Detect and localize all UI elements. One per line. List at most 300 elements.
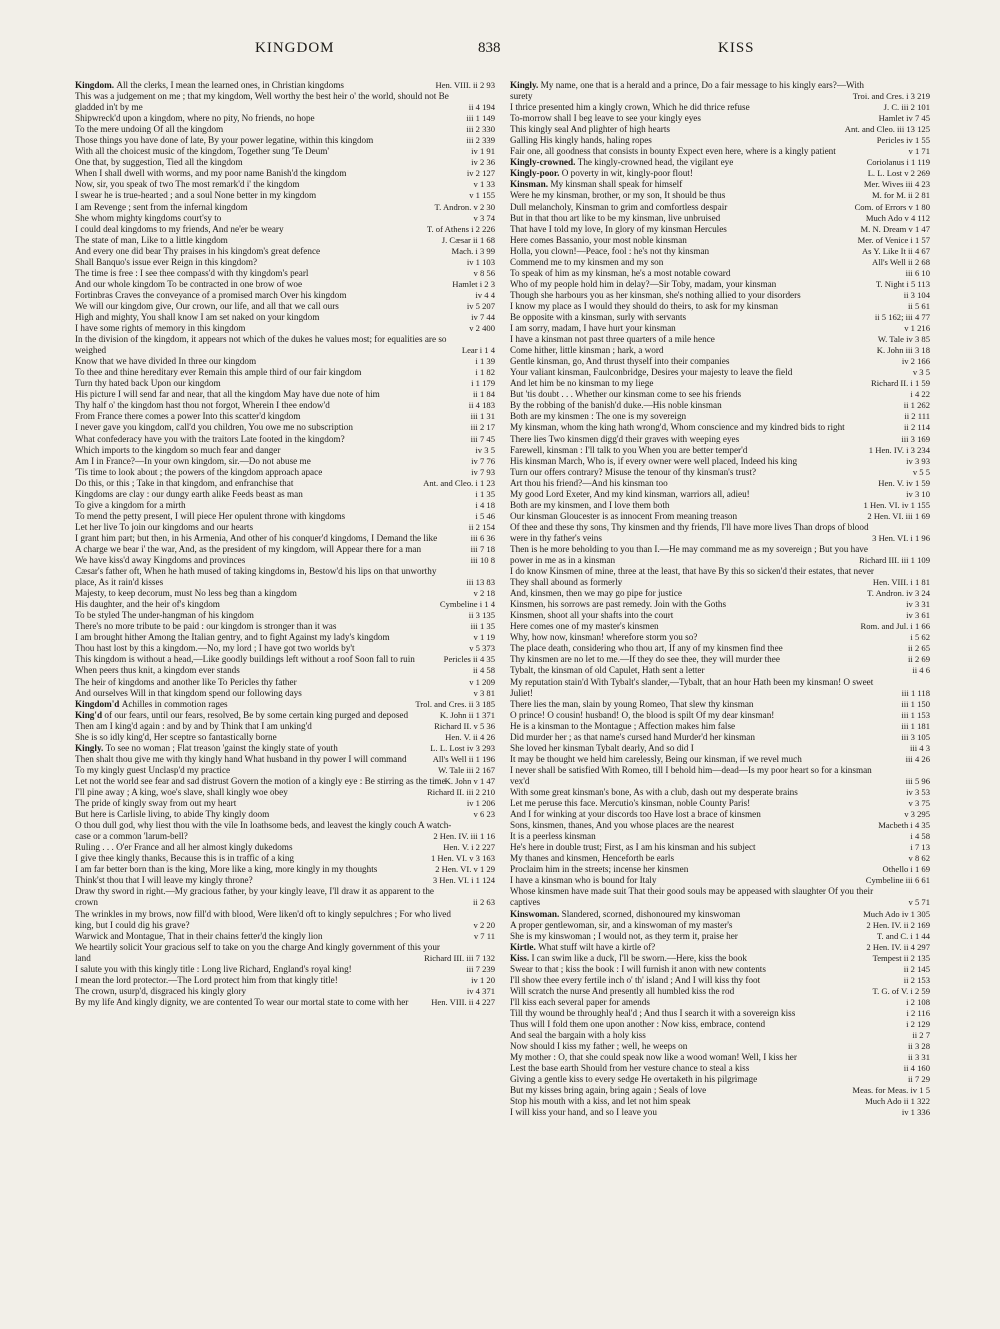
play-reference: iii 3 169 <box>901 433 930 444</box>
play-reference: Mach. i 3 99 <box>451 245 495 256</box>
concordance-entry <box>75 721 495 732</box>
concordance-entry <box>510 511 930 522</box>
play-reference: Hen. VIII. ii 4 227 <box>431 996 495 1007</box>
concordance-entry <box>75 356 495 367</box>
concordance-entry <box>510 953 930 964</box>
quotation-text: The time is free : I see thee compass'd with thy kingdom's pearl <box>75 267 309 278</box>
play-reference: Richard III. iii 7 132 <box>424 952 495 963</box>
play-reference: All's Well ii 1 196 <box>432 753 495 764</box>
play-reference: iv 5 207 <box>466 300 495 311</box>
play-reference: ii 1 262 <box>903 400 930 411</box>
quotation-text: Draw thy sword in right.—My gracious father, by your kingly leave, I'll draw it as apparent to the crown <box>75 886 434 908</box>
play-reference: iv 1 206 <box>466 798 495 809</box>
quotation-text: Were he my kinsman, brother, or my son, It should be thus <box>510 190 726 201</box>
play-reference: iii 7 18 <box>470 543 495 554</box>
concordance-entry <box>75 942 495 964</box>
concordance-entry <box>75 135 495 146</box>
concordance-entry <box>75 610 495 621</box>
concordance-entry <box>510 113 930 124</box>
quotation-text: Though she harbours you as her kinsman, she's nothing allied to your disorders <box>510 289 801 300</box>
concordance-entry <box>75 334 495 356</box>
concordance-entry <box>510 268 930 279</box>
concordance-entry <box>510 997 930 1008</box>
quotation-text: We heartily solicit Your gracious self to take on you the charge And kingly government of this your land <box>75 941 440 963</box>
quotation-text: Cæsar's father oft, When he hath mused of taking kingdoms in, Bestow'd his lips on that unworthy place, As it rain'd kisses <box>75 566 437 588</box>
quotation-text: I'll kiss each several paper for amends <box>510 996 650 1007</box>
concordance-entry <box>75 909 495 931</box>
concordance-entry <box>510 820 930 831</box>
quotation-text: I am Revenge ; sent from the infernal kingdom <box>75 201 248 212</box>
quotation-text: I am brought hither Among the Italian gentry, and to fight Against my lady's kingdom <box>75 632 390 643</box>
quotation-text: His picture I will send far and near, that all the kingdom May have due note of him <box>75 389 380 400</box>
quotation-text: All the clerks, I mean the learned ones, in Christian kingdoms <box>116 80 344 90</box>
play-reference: ii 2 154 <box>468 521 495 532</box>
concordance-entry <box>510 1074 930 1085</box>
quotation-text: To see no woman ; Flat treason 'gainst the kingly state of youth <box>105 742 338 753</box>
concordance-entry <box>510 665 930 676</box>
concordance-entry <box>510 743 930 754</box>
concordance-entry <box>510 986 930 997</box>
concordance-entry <box>75 157 495 168</box>
quotation-text: Thou hast lost by this a kingdom.—No, my lord ; I have got two worlds by't <box>75 643 355 654</box>
headword: Kingdom. <box>75 80 117 90</box>
play-reference: v 1 71 <box>908 146 930 157</box>
concordance-entry <box>510 632 930 643</box>
concordance-entry <box>510 334 930 345</box>
concordance-entry <box>75 434 495 445</box>
quotation-text: I am far better born than is the king, More like a king, more kingly in my thoughts <box>75 864 378 875</box>
play-reference: M. for M. ii 2 81 <box>871 190 930 201</box>
play-reference: v 2 18 <box>473 588 495 599</box>
quotation-text: Kingdoms are clay : our dungy earth alike Feeds beast as man <box>75 488 303 499</box>
concordance-entry <box>75 257 495 268</box>
play-reference: i 1 82 <box>475 367 495 378</box>
quotation-text: I never shall be satisfied With Romeo, till I behold him—dead—Is my poor heart so for a kinsman vex'd <box>510 764 872 786</box>
quotation-text: Whose kinsmen have made suit That their good souls may be appeased with slaughter Of you their captives <box>510 886 874 908</box>
play-reference: Richard II. v 5 36 <box>434 720 495 731</box>
concordance-entry <box>75 654 495 665</box>
play-reference: v 2 400 <box>469 323 495 334</box>
quotation-text: Turn thy hated back Upon our kingdom <box>75 378 221 389</box>
play-reference: Richard II. i 1 59 <box>871 378 930 389</box>
headword: Kingly-poor. <box>510 168 562 179</box>
quotation-text: By my life And kingly dignity, we are contented To wear our mortal state to come with her <box>75 996 409 1007</box>
play-reference: iii 1 181 <box>901 720 930 731</box>
play-reference: iii 4 3 <box>909 742 930 753</box>
play-reference: iii 6 10 <box>905 267 930 278</box>
concordance-entry <box>510 456 930 467</box>
concordance-entry <box>75 168 495 179</box>
quotation-text: Shipwreck'd upon a kingdom, where no pity, No friends, no hope <box>75 113 315 124</box>
concordance-entry <box>75 467 495 478</box>
quotation-text: The place death, considering who thou art, If any of my kinsmen find thee <box>510 643 783 654</box>
quotation-text: Who of my people hold him in delay?—Sir Toby, madam, your kinsman <box>510 278 777 289</box>
concordance-entry <box>510 102 930 113</box>
play-reference: ii 2 65 <box>908 643 930 654</box>
quotation-text: of our fears, until our fears, resolved, Be by some certain king purged and deposed <box>104 709 409 720</box>
quotation-text: She whom mighty kingdoms court'sy to <box>75 212 222 223</box>
quotation-text: Fortinbras Craves the conveyance of a promised march Over his kingdom <box>75 289 347 300</box>
quotation-text: Fair one, all goodness that consists in bounty Expect even here, where is a kingly patient <box>510 146 836 157</box>
concordance-entry <box>510 544 930 566</box>
concordance-entry <box>510 721 930 732</box>
quotation-text: Thy half o' the kingdom hast thou not forgot, Wherein I thee endow'd <box>75 400 330 411</box>
concordance-entry <box>510 831 930 842</box>
play-reference: ii 4 194 <box>468 102 495 113</box>
running-head-left: KINGDOM <box>255 40 335 56</box>
play-reference: i 4 58 <box>910 831 930 842</box>
headword: Kirtle. <box>510 941 539 952</box>
play-reference: As Y. Like It ii 4 67 <box>861 245 930 256</box>
play-reference: Othello i 1 69 <box>882 864 930 875</box>
play-reference: iv 3 10 <box>906 488 930 499</box>
play-reference: iv 1 20 <box>471 974 495 985</box>
quotation-text: Gentle kinsman, go, And thrust thyself into their companies <box>510 356 730 367</box>
quotation-text: And I for winking at your discords too Have lost a brace of kinsmen <box>510 809 761 820</box>
play-reference: Mer. of Venice i 1 57 <box>857 234 930 245</box>
concordance-entry <box>75 964 495 975</box>
quotation-text: When peers thus knit, a kingdom ever stands <box>75 665 240 676</box>
play-reference: T. Andron. v 2 30 <box>434 201 495 212</box>
right-column <box>510 80 930 1320</box>
quotation-text: Now, sir, you speak of two The most remark'd i' the kingdom <box>75 179 300 190</box>
concordance-entry <box>510 500 930 511</box>
play-reference: iv 7 76 <box>471 455 495 466</box>
quotation-text: A proper gentlewoman, sir, and a kinswoman of my master's <box>510 919 733 930</box>
quotation-text: Now should I kiss my father ; well, he weeps on <box>510 1041 688 1052</box>
play-reference: v 5 373 <box>469 643 495 654</box>
concordance-entry <box>75 776 495 787</box>
quotation-text: And, kinsmen, then we may go pipe for justice <box>510 588 682 599</box>
quotation-text: To the mere undoing Of all the kingdom <box>75 124 224 135</box>
quotation-text: She is so idly king'd, Her sceptre so fantastically borne <box>75 731 277 742</box>
play-reference: 3 Hen. VI. i 1 124 <box>432 875 495 886</box>
quotation-text: A charge we bear i' the war, And, as the president of my kingdom, will Appear there for a man <box>75 543 422 554</box>
concordance-entry <box>75 312 495 323</box>
play-reference: Ant. and Cleo. i 1 23 <box>423 477 495 488</box>
play-reference: iv 4 4 <box>475 289 495 300</box>
concordance-entry <box>75 809 495 820</box>
concordance-entry <box>75 765 495 776</box>
quotation-text: Did murder her ; as that name's cursed hand Murder'd her kinsman <box>510 731 755 742</box>
concordance-entry <box>510 842 930 853</box>
quotation-text: This was a judgement on me ; that my kingdom, Well worthy the best heir o' the world, should not Be gladded in't by me <box>75 91 449 113</box>
headword: Kiss. <box>510 952 532 963</box>
play-reference: i 5 62 <box>910 632 930 643</box>
concordance-entry <box>510 699 930 710</box>
play-reference: v 3 295 <box>904 809 930 820</box>
play-reference: Pericles iv 1 55 <box>876 135 930 146</box>
quotation-text: One that, by suggestion, Tied all the kingdom <box>75 157 243 168</box>
play-reference: i 2 129 <box>906 1018 930 1029</box>
concordance-entry <box>75 665 495 676</box>
running-head-right: KISS <box>718 40 755 56</box>
concordance-entry <box>510 1030 930 1041</box>
play-reference: ii 2 69 <box>908 654 930 665</box>
concordance-entry <box>75 975 495 986</box>
concordance-entry <box>510 146 930 157</box>
play-reference: W. Tale iii 2 167 <box>438 764 495 775</box>
play-reference: iii 3 105 <box>901 731 930 742</box>
concordance-entry <box>510 1052 930 1063</box>
quotation-text: With some great kinsman's bone, As with a club, dash out my desperate brains <box>510 787 798 797</box>
play-reference: iv 3 5 <box>475 444 495 455</box>
concordance-entry <box>75 290 495 301</box>
quotation-text: Those things you have done of late, By your power legatine, within this kingdom <box>75 135 374 146</box>
quotation-text: 'Tis time to look about ; the powers of the kingdom approach apace <box>75 466 323 477</box>
concordance-entry <box>75 146 495 157</box>
quotation-text: Then shalt thou give me with thy kingly hand What husband in thy power I will command <box>75 753 407 764</box>
concordance-entry <box>510 1096 930 1107</box>
quotation-text: And let him be no kinsman to my liege <box>510 378 654 389</box>
quotation-text: To be styled The under-hangman of his kingdom <box>75 610 254 621</box>
play-reference: i 2 108 <box>906 996 930 1007</box>
concordance-entry <box>510 246 930 257</box>
play-reference: v 1 33 <box>473 179 495 190</box>
page-number: 838 <box>478 40 501 56</box>
concordance-entry <box>510 853 930 864</box>
play-reference: i 7 13 <box>910 842 930 853</box>
play-reference: v 2 20 <box>473 919 495 930</box>
play-reference: v 5 71 <box>908 897 930 908</box>
concordance-entry <box>75 190 495 201</box>
concordance-entry <box>510 478 930 489</box>
concordance-entry <box>75 853 495 864</box>
quotation-text: Come hither, little kinsman ; hark, a word <box>510 345 664 356</box>
play-reference: i 2 116 <box>906 1007 930 1018</box>
quotation-text: My reputation stain'd With Tybalt's slander,—Tybalt, that an hour Hath been my kinsman! O sweet Juliet! <box>510 676 874 698</box>
concordance-entry <box>510 389 930 400</box>
quotation-text: The heir of kingdoms and another like To Pericles thy father <box>75 676 297 687</box>
quotation-text: To mend the petty present, I will piece Her opulent throne with kingdoms <box>75 510 346 521</box>
play-reference: L. L. Lost iv 3 293 <box>430 742 495 753</box>
quotation-text: I can swim like a duck, I'll be sworn.—Here, kiss the book <box>531 952 747 963</box>
play-reference: iv 2 127 <box>466 168 495 179</box>
quotation-text: High and mighty, You shall know I am set naked on your kingdom <box>75 311 320 322</box>
quotation-text: In the division of the kingdom, it appears not which of the dukes he values most; for equalities are so weighed <box>75 334 447 356</box>
play-reference: All's Well ii 2 68 <box>872 256 930 267</box>
concordance-entry <box>510 931 930 942</box>
quotation-text: To thee and thine hereditary ever Remain this ample third of our fair kingdom <box>75 367 362 378</box>
concordance-entry <box>510 445 930 456</box>
quotation-text: Stop his mouth with a kiss, and let not him speak <box>510 1096 691 1107</box>
quotation-text: And our whole kingdom To be contracted in one brow of woe <box>75 278 303 289</box>
quotation-text: She is my kinswoman ; I would not, as they term it, praise her <box>510 930 738 941</box>
play-reference: v 8 62 <box>908 853 930 864</box>
play-reference: 2 Hen. VI. iii 1 69 <box>867 510 930 521</box>
quotation-text: Giving a gentle kiss to every sedge He overtaketh in his pilgrimage <box>510 1074 758 1085</box>
concordance-entry <box>510 224 930 235</box>
concordance-entry <box>75 588 495 599</box>
quotation-text: Shall Banquo's issue ever Reign in this kingdom? <box>75 256 258 267</box>
concordance-entry <box>510 798 930 809</box>
play-reference: Lear i 1 4 <box>461 345 495 356</box>
concordance-entry <box>510 588 930 599</box>
play-reference: Rom. and Jul. i 1 66 <box>860 621 930 632</box>
concordance-entry <box>510 323 930 334</box>
play-reference: iv 1 91 <box>471 146 495 157</box>
quotation-text: O poverty in wit, kingly-poor flout! <box>561 168 693 179</box>
quotation-text: Swear to that ; kiss the book : I will furnish it anon with new contents <box>510 963 766 974</box>
quotation-text: And ourselves Will in that kingdom spend our following days <box>75 687 302 698</box>
quotation-text: My good Lord Exeter, And my kind kinsman, warriors all, adieu! <box>510 488 750 499</box>
quotation-text: Commend me to my kinsmen and my son <box>510 256 664 267</box>
play-reference: J. Cæsar ii 1 68 <box>441 234 495 245</box>
quotation-text: Am I in France?—In your own kingdom, sir.—Do not abuse me <box>75 455 311 466</box>
play-reference: ii 2 111 <box>904 411 930 422</box>
play-reference: ii 3 28 <box>908 1041 930 1052</box>
play-reference: v 8 56 <box>473 267 495 278</box>
concordance-entry <box>75 202 495 213</box>
concordance-entry <box>75 124 495 135</box>
concordance-entry <box>75 621 495 632</box>
play-reference: iv 1 336 <box>901 1107 930 1118</box>
play-reference: v 1 155 <box>469 190 495 201</box>
headword: Kingly-crowned. <box>510 157 578 168</box>
concordance-entry <box>510 787 930 798</box>
quotation-text: I will kiss your hand, and so I leave you <box>510 1107 657 1118</box>
play-reference: ii 3 135 <box>468 610 495 621</box>
concordance-entry <box>75 710 495 721</box>
play-reference: K. John ii 1 371 <box>439 709 495 720</box>
play-reference: K. John v 1 47 <box>444 775 495 786</box>
concordance-entry <box>75 864 495 875</box>
concordance-entry <box>75 301 495 312</box>
quotation-text: By the robbing of the banish'd duke.—His noble kinsman <box>510 400 722 411</box>
play-reference: ii 5 61 <box>908 300 930 311</box>
quotation-text: Your valiant kinsman, Faulconbridge, Desires your majesty to leave the field <box>510 367 793 378</box>
quotation-text: Turn our offers contrary? Misuse the tenour of thy kinsman's trust? <box>510 466 757 477</box>
concordance-entry <box>510 1019 930 1030</box>
concordance-entry <box>510 179 930 190</box>
quotation-text: Art thou his friend?—And his kinsman too <box>510 477 668 488</box>
play-reference: T. of Athens i 2 226 <box>426 223 495 234</box>
quotation-text: It is a peerless kinsman <box>510 831 596 842</box>
play-reference: ii 3 31 <box>908 1052 930 1063</box>
play-reference: ii 4 183 <box>468 400 495 411</box>
play-reference: 2 Hen. VI. v 1 29 <box>435 864 495 875</box>
quotation-text: I give thee kingly thanks, Because this is in traffic of a king <box>75 853 295 864</box>
quotation-text: My mother : O, that she could speak now like a wood woman! Well, I kiss her <box>510 1052 797 1063</box>
play-reference: v 3 5 <box>912 367 930 378</box>
quotation-text: Sons, kinsmen, thanes, And you whose places are the nearest <box>510 820 735 831</box>
concordance-entry <box>75 246 495 257</box>
quotation-text: My kinsman shall speak for himself <box>550 179 683 190</box>
quotation-text: Farewell, kinsman : I'll talk to you When you are better temper'd <box>510 444 748 455</box>
play-reference: Pericles ii 4 35 <box>443 654 495 665</box>
play-reference: iii 5 96 <box>905 775 930 786</box>
concordance-entry <box>510 677 930 699</box>
quotation-text: This kingly seal And plighter of high hearts <box>510 124 670 135</box>
concordance-entry <box>75 986 495 997</box>
play-reference: iv 3 53 <box>906 787 930 797</box>
quotation-text: I know my place as I would they should do theirs, to ask for my kinsman <box>510 300 778 311</box>
play-reference: Ant. and Cleo. iii 13 125 <box>844 124 930 135</box>
page-header <box>0 40 1000 68</box>
concordance-entry <box>510 467 930 478</box>
play-reference: Much Ado v 4 112 <box>865 212 930 223</box>
quotation-text: I could deal kingdoms to my friends, And ne'er be weary <box>75 223 284 234</box>
play-reference: L. L. Lost v 2 269 <box>867 168 930 179</box>
play-reference: Com. of Errors v 1 80 <box>854 201 930 212</box>
concordance-entry <box>510 489 930 500</box>
quotation-text: His kinsman March, Who is, if every owner were well placed, Indeed his king <box>510 455 798 466</box>
headword: King'd <box>75 709 105 720</box>
concordance-entry <box>75 732 495 743</box>
concordance-entry <box>510 434 930 445</box>
quotation-text: That have I told my love, In glory of my kinsman Hercules <box>510 223 727 234</box>
quotation-text: I'll pine away ; A king, woe's slave, shall kingly woe obey <box>75 787 288 797</box>
concordance-entry <box>75 886 495 908</box>
concordance-entry <box>510 599 930 610</box>
play-reference: ii 5 162; iii 4 77 <box>874 311 930 322</box>
concordance-entry <box>75 224 495 235</box>
quotation-text: Will scratch the nurse And presently all humbled kiss the rod <box>510 985 735 996</box>
play-reference: Tempest ii 2 135 <box>872 952 930 963</box>
concordance-entry <box>75 787 495 798</box>
quotation-text: Warwick and Montague, That in their chains fetter'd the kingly lion <box>75 930 323 941</box>
play-reference: iv 3 31 <box>906 599 930 610</box>
play-reference: Hamlet iv 7 45 <box>878 113 930 124</box>
play-reference: T. Andron. iv 3 24 <box>867 588 930 599</box>
concordance-entry <box>510 301 930 312</box>
concordance-entry <box>510 235 930 246</box>
quotation-text: Ruling . . . O'er France and all her almost kingly dukedoms <box>75 842 293 853</box>
play-reference: ii 2 63 <box>473 897 495 908</box>
play-reference: iv 2 166 <box>901 356 930 367</box>
quotation-text: I salute you with this kingly title : Long live Richard, England's royal king! <box>75 963 352 974</box>
play-reference: T. G. of V. i 2 59 <box>872 985 930 996</box>
headword: Kinsman. <box>510 179 551 190</box>
quotation-text: What stuff wilt have a kirtle of? <box>538 941 656 952</box>
concordance-entry <box>75 113 495 124</box>
play-reference: v 1 216 <box>904 323 930 334</box>
quotation-text: Kinsmen, his sorrows are past remedy. Join with the Goths <box>510 599 727 610</box>
quotation-text: Both are my kinsmen, and I love them both <box>510 499 670 510</box>
concordance-entry <box>75 688 495 699</box>
quotation-text: Majesty, to keep decorum, must No less beg than a kingdom <box>75 588 297 599</box>
concordance-entry <box>75 422 495 433</box>
quotation-text: Slandered, scorned, dishonoured my kinswoman <box>561 908 741 919</box>
play-reference: iv 4 371 <box>466 985 495 996</box>
play-reference: iii 4 26 <box>905 753 930 764</box>
headword: Kinswoman. <box>510 908 562 919</box>
quotation-text: I have a kinsman not past three quarters of a mile hence <box>510 334 715 345</box>
play-reference: iv 7 44 <box>471 311 495 322</box>
concordance-entry <box>510 975 930 986</box>
play-reference: iii 1 118 <box>901 687 930 698</box>
play-reference: ii 2 114 <box>904 422 930 433</box>
quotation-text: He is a kinsman to the Montague ; Affection makes him false <box>510 720 736 731</box>
concordance-entry <box>75 389 495 400</box>
quotation-text: Lest the base earth Should from her vesture chance to steal a kiss <box>510 1063 750 1074</box>
quotation-text: The state of man, Like to a little kingdom <box>75 234 228 245</box>
concordance-entry <box>75 80 495 91</box>
play-reference: iii 1 150 <box>901 698 930 709</box>
quotation-text: She loved her kinsman Tybalt dearly, And so did I <box>510 742 694 753</box>
play-reference: iv 3 61 <box>906 610 930 621</box>
play-reference: Cymbeline iii 6 61 <box>865 875 930 886</box>
play-reference: Much Ado iv 1 305 <box>863 908 930 919</box>
play-reference: i 1 35 <box>475 488 495 499</box>
play-reference: K. John iii 3 18 <box>876 345 930 356</box>
play-reference: iii 13 83 <box>466 577 495 588</box>
quotation-text: We will our kingdom give, Our crown, our life, and all that we call ours <box>75 300 339 311</box>
quotation-text: Thus will I fold them one upon another : Now kiss, embrace, contend <box>510 1018 766 1029</box>
quotation-text: I have a kinsman who is bound for Italy <box>510 875 657 886</box>
concordance-entry <box>510 168 930 179</box>
play-reference: iii 2 330 <box>466 124 495 135</box>
